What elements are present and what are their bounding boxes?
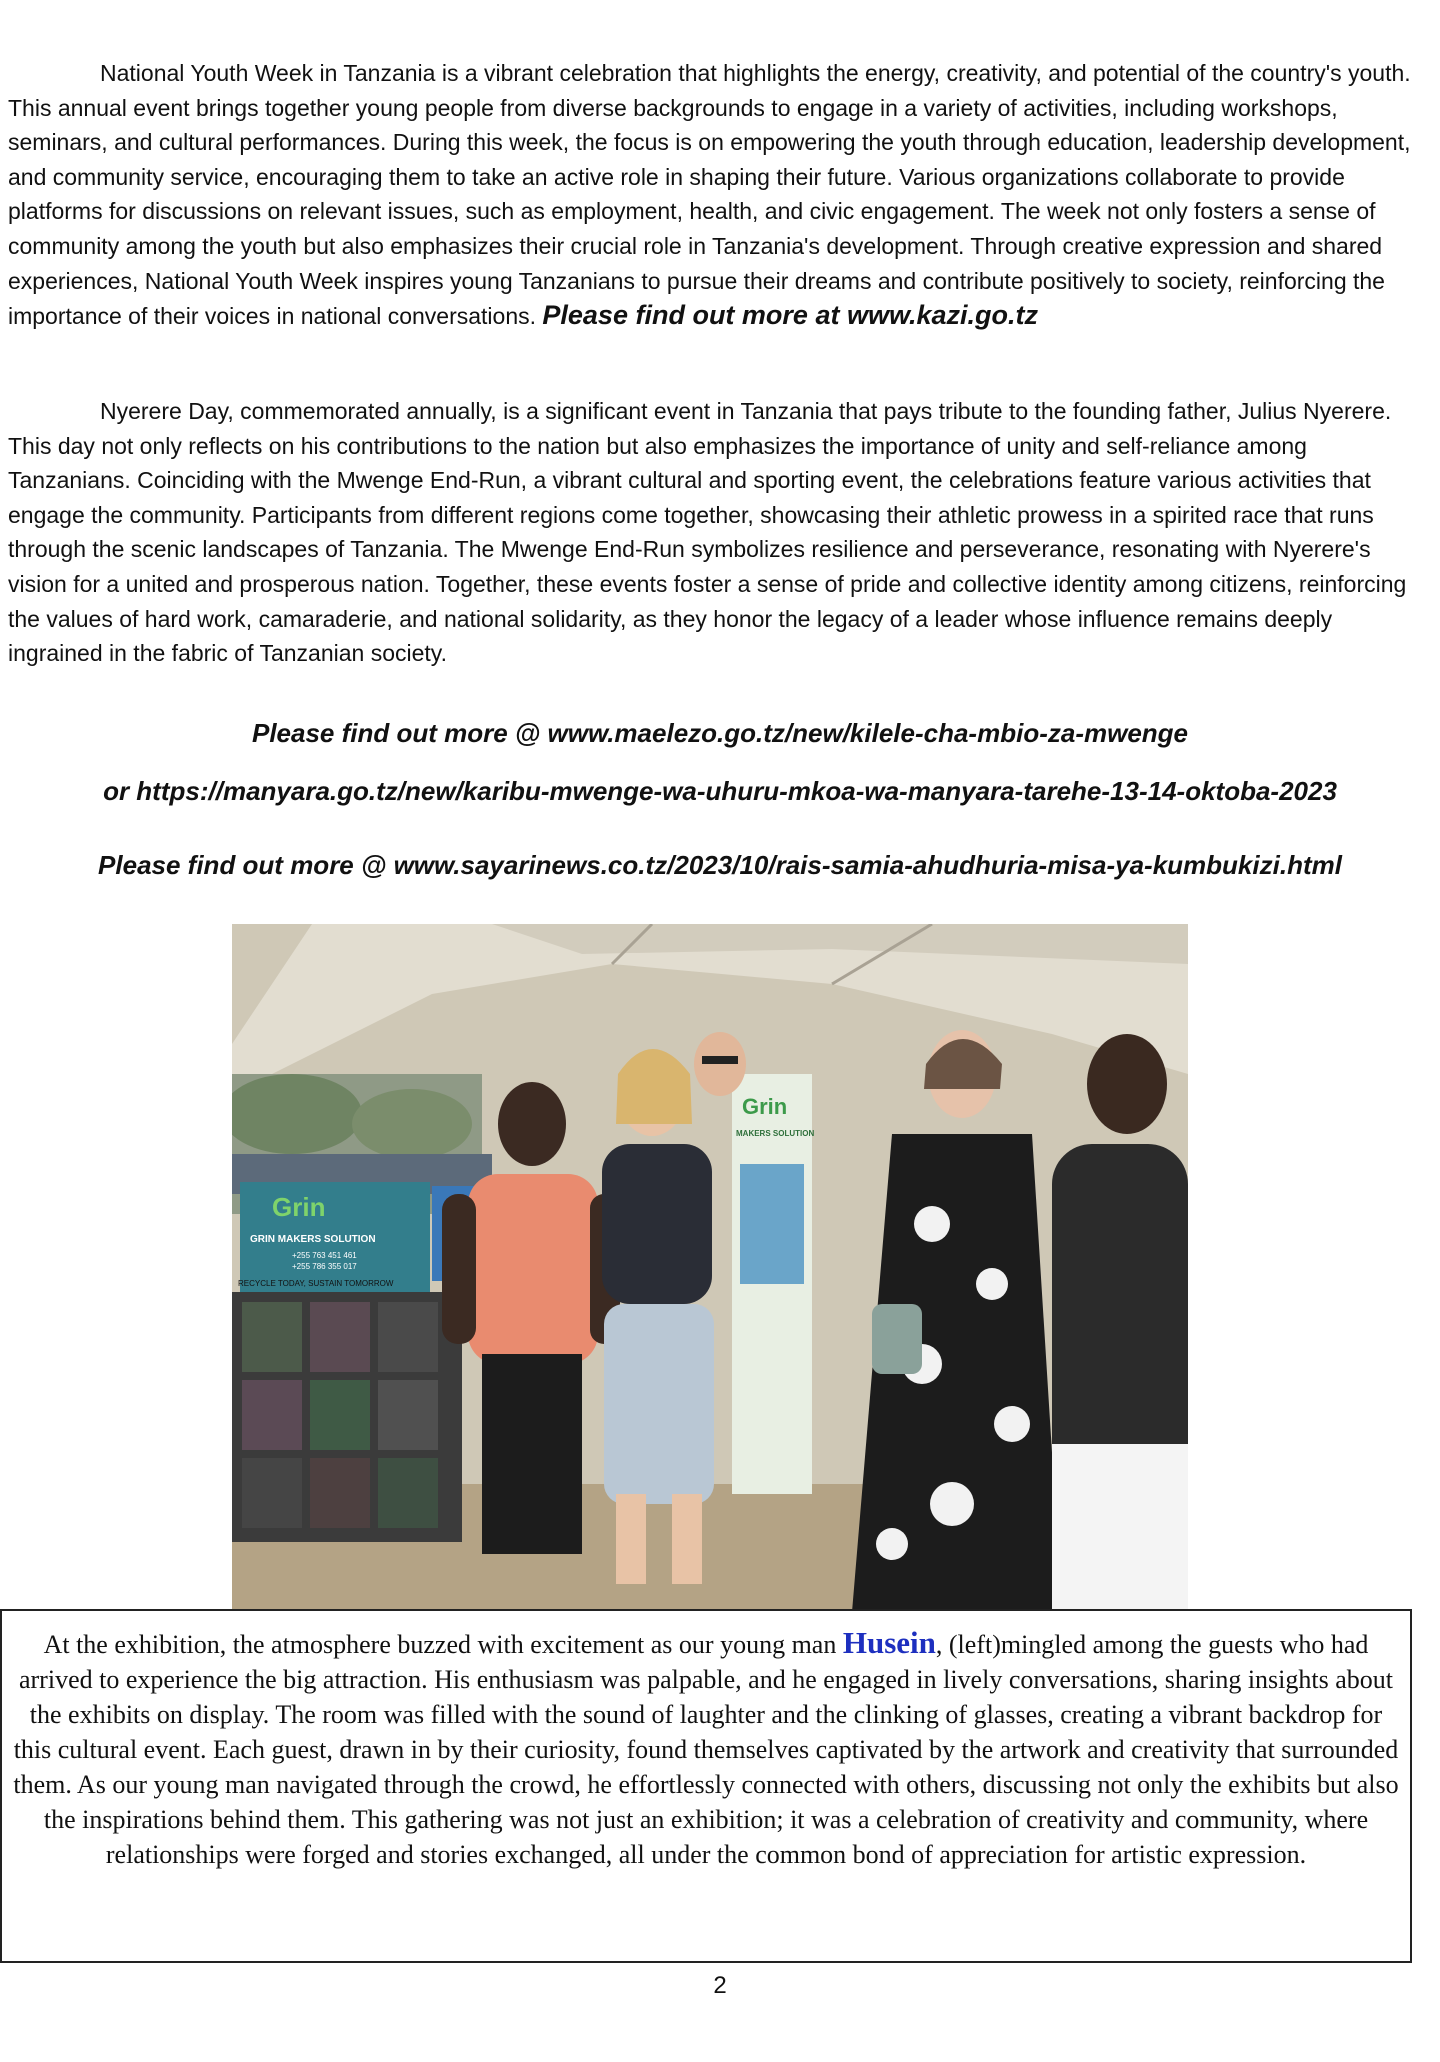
- exhibition-photo-illustration: [232, 924, 1188, 1612]
- exhibition-photo: [232, 924, 1188, 1612]
- grin-stand-banner: [732, 1074, 814, 1494]
- banner-brand: Grin: [272, 1192, 326, 1222]
- sayarinews-link[interactable]: Please find out more @ www.sayarinews.co.tz/2023/10/rais-samia-ahudhuria-misa-ya-kumbukizi.html: [98, 850, 1342, 880]
- photo-caption-box: [0, 1609, 1412, 1963]
- youth-week-paragraph: [8, 56, 1422, 334]
- tile-display-rack: [232, 1292, 462, 1542]
- youth-week-link[interactable]: Please find out more at www.kazi.go.tz: [542, 300, 1038, 331]
- nyerere-day-paragraph: Nyerere Day, commemorated annually, is a significant event in Tanzania that pays tribute to the founding father, Julius Nyerere. This day not only reflects on his contributions to the nation but also emphasizes the importance of unity and self-reliance among Tanzanians. Coinciding with the Mwenge End-Run, a vibrant cultural and sporting event, the celebrations feature various activities that engage the community. Participants from different regions come together, showcasing their athletic prowess in a spirited race that runs through the scenic landscapes of Tanzania. The Mwenge End-Run symbolizes resilience and perseverance, resonating with Nyerere's vision for a united and prosperous nation. Together, these events foster a sense of pride and collective identity among citizens, reinforcing the values of hard work, camaraderie, and national solidarity, as they honor the legacy of a leader whose influence remains deeply ingrained in the fabric of Tanzanian society.: [8, 398, 1407, 667]
- youth-week-text: National Youth Week in Tanzania is a vibrant celebration that highlights the energy, creativity, and potential of the country's youth. This annual event brings together young people from diverse backgrounds to engage in a variety of activities, including workshops, seminars, and cultural performances. During this week, the focus is on empowering the youth through education, leadership development, and community service, encouraging them to take an active role in shaping their future. Various organizations collaborate to provide platforms for discussions on relevant issues, such as employment, health, and civic engagement. The week not only fosters a sense of community among the youth but also emphasizes their crucial role in Tanzania's development. Through creative expression and shared experiences, National Youth Week inspires young Tanzanians to pursue their dreams and contribute positively to society, reinforcing the importance of their voices in national conversations.: [8, 60, 1411, 330]
- caption-text-before: At the exhibition, the atmosphere buzzed with excitement as our young man: [43, 1630, 843, 1659]
- stand-title: MAKERS SOLUTION: [736, 1129, 815, 1138]
- manyara-link[interactable]: or https://manyara.go.tz/new/karibu-mwenge-wa-uhuru-mkoa-wa-manyara-tarehe-13-14-oktoba-2023: [103, 776, 1337, 806]
- caption-text-after: , (left)mingled among the guests who had arrived to experience the big attraction. His enthusiasm was palpable, and he engaged in lively conversations, sharing insights about the exhibits on display. The room was filled with the sound of laughter and the clinking of glasses, creating a vibrant backdrop for this cultural event. Each guest, drawn in by their curiosity, found themselves captivated by the artwork and creativity that surrounded them. As our young man navigated through the crowd, he effortlessly connected with others, discussing not only the exhibits but also the inspirations behind them. This gathering was not just an exhibition; it was a celebration of creativity and community, where relationships were forged and stories exchanged, all under the common bond of appreciation for artistic expression.: [13, 1630, 1399, 1869]
- banner-slogan: RECYCLE TODAY, SUSTAIN TOMORROW: [238, 1279, 394, 1288]
- page-number: 2: [713, 1972, 727, 1999]
- banner-phone-1: +255 763 451 461: [292, 1251, 357, 1260]
- stand-brand: Grin: [742, 1094, 788, 1119]
- caption-name-husein: Husein: [842, 1625, 936, 1660]
- photo-caption: [10, 1625, 1402, 1872]
- banner-title: GRIN MAKERS SOLUTION: [250, 1234, 376, 1245]
- maelezo-link[interactable]: Please find out more @ www.maelezo.go.tz/new/kilele-cha-mbio-za-mwenge: [251, 718, 1188, 748]
- banner-phone-2: +255 786 355 017: [292, 1262, 357, 1271]
